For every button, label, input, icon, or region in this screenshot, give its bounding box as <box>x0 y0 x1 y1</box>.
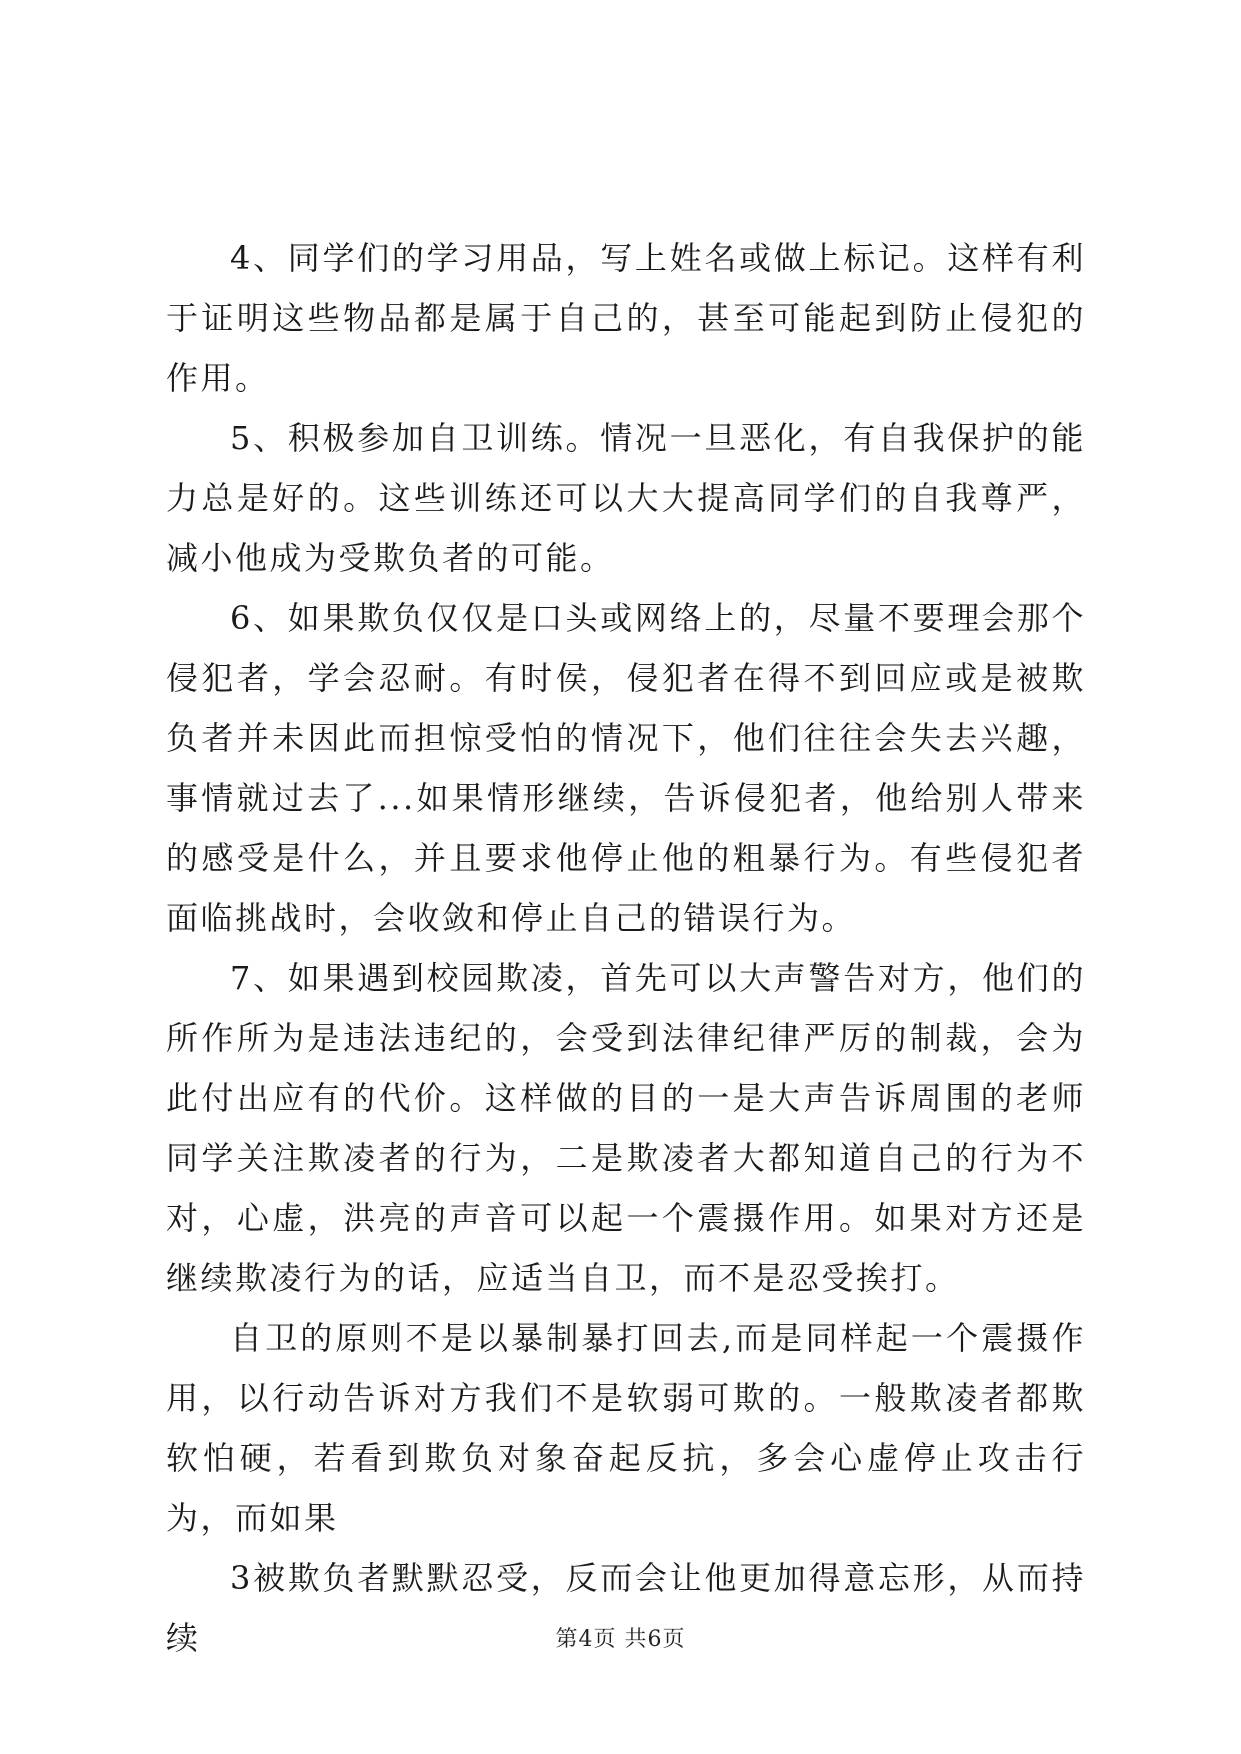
page-number-footer: 第4页 共6页 <box>555 1627 686 1652</box>
paragraph-item-4: 4、同学们的学习用品，写上姓名或做上标记。这样有利于证明这些物品都是属于自己的，甚至可能起到防止侵犯的作用。 <box>166 239 1086 397</box>
paragraph-item-5: 5、积极参加自卫训练。情况一旦恶化，有自我保护的能力总是好的。这些训练还可以大大提高同学们的自我尊严，减小他成为受欺负者的可能。 <box>166 419 1086 577</box>
document-body <box>166 228 1086 1668</box>
paragraph-continued: 3被欺负者默默忍受，反而会让他更加得意忘形，从而持续 <box>166 1559 1086 1657</box>
paragraph-item-6: 6、如果欺负仅仅是口头或网络上的，尽量不要理会那个侵犯者，学会忍耐。有时侯，侵犯者在得不到回应或是被欺负者并未因此而担惊受怕的情况下，他们往往会失去兴趣，事情就过去了...如果情形继续，告诉侵犯者，他给别人带来的感受是什么，并且要求他停止他的粗暴行为。有些侵犯者面临挑战时，会收敛和停止自己的错误行为。 <box>166 599 1086 937</box>
paragraph-self-defense: 自卫的原则不是以暴制暴打回去,而是同样起一个震摄作用，以行动告诉对方我们不是软弱可欺的。一般欺凌者都欺软怕硬，若看到欺负对象奋起反抗，多会心虚停止攻击行为，而如果 <box>166 1319 1086 1537</box>
paragraph-item-7: 7、如果遇到校园欺凌，首先可以大声警告对方，他们的所作所为是违法违纪的，会受到法律纪律严厉的制裁，会为此付出应有的代价。这样做的目的一是大声告诉周围的老师同学关注欺凌者的行为，二是欺凌者大都知道自己的行为不对，心虚，洪亮的声音可以起一个震摄作用。如果对方还是继续欺凌行为的话，应适当自卫，而不是忍受挨打。 <box>166 959 1086 1297</box>
